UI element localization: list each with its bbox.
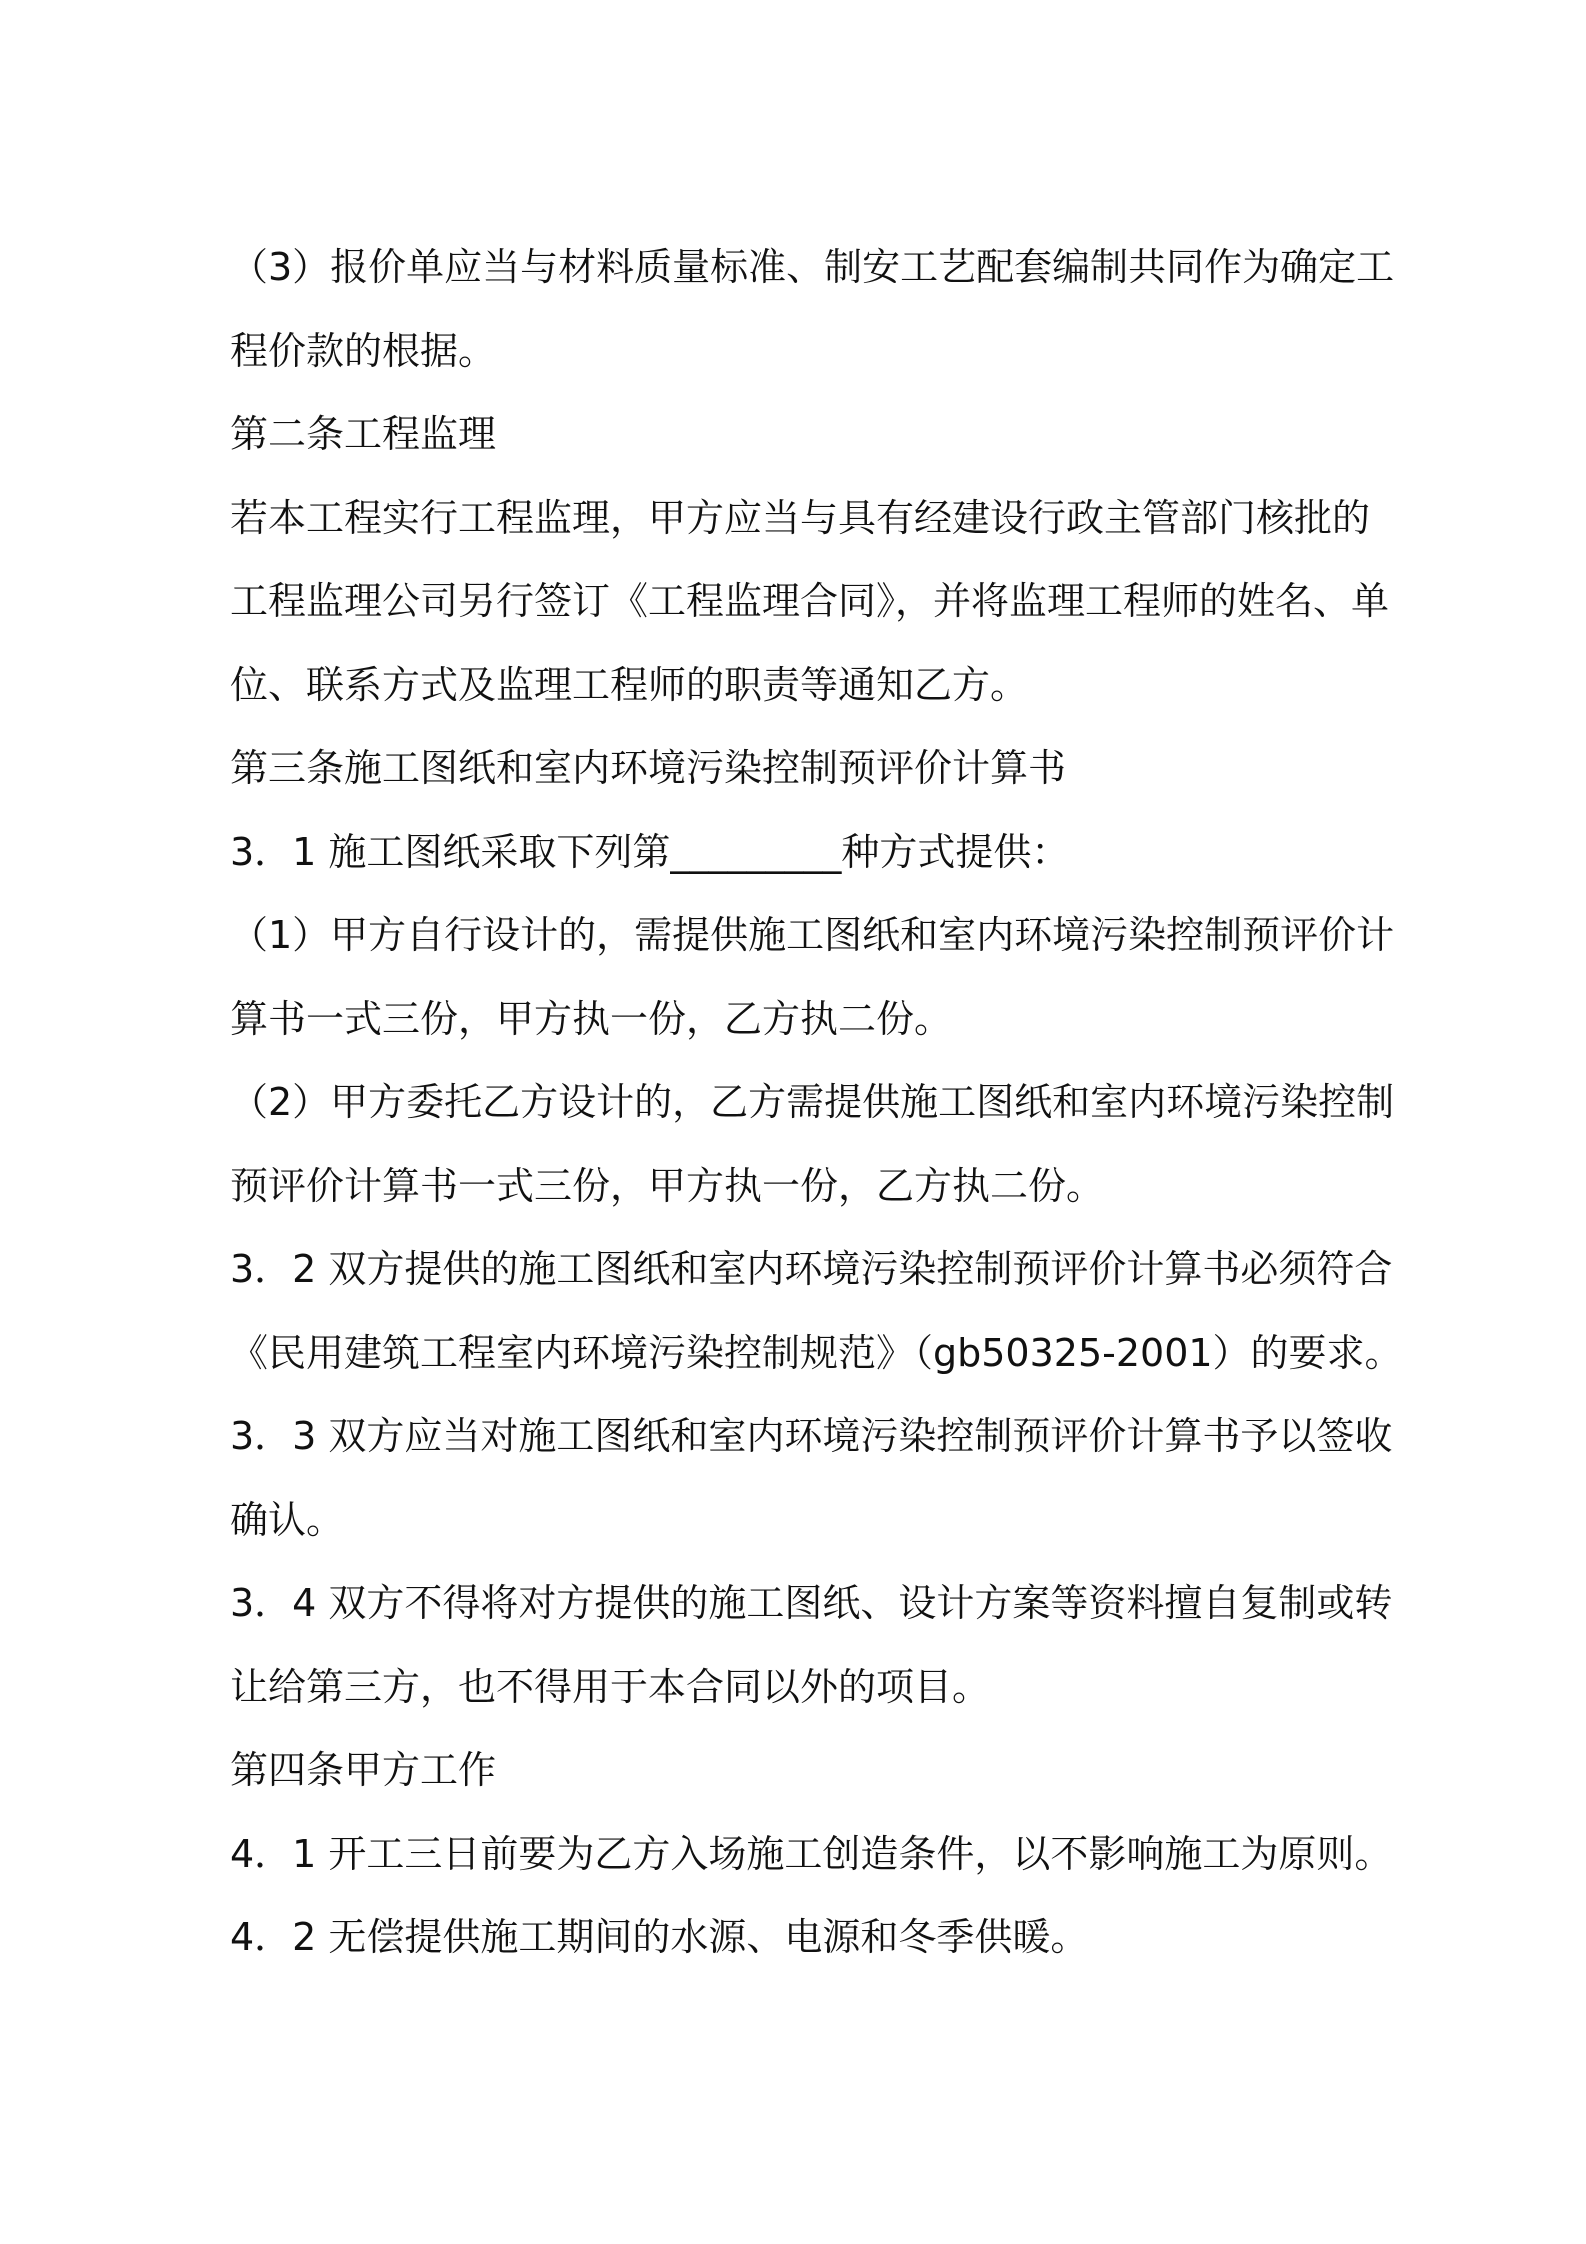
section-heading: 第三条施工图纸和室内环境污染控制预评价计算书 xyxy=(230,746,1067,790)
paragraph-line: （3）报价单应当与材料质量标准、制安工艺配套编制共同作为确定工 xyxy=(230,245,1395,289)
paragraph-line: （2）甲方委托乙方设计的，乙方需提供施工图纸和室内环境污染控制 xyxy=(230,1080,1395,1124)
clause-line: 4．1 开工三日前要为乙方入场施工创造条件，以不影响施工为原则。 xyxy=(230,1831,1393,1876)
paragraph-line: 程价款的根据。 xyxy=(230,328,497,373)
clause-line: 3．1 施工图纸采取下列第_________种方式提供： xyxy=(230,829,1070,874)
paragraph-line: 算书一式三份，甲方执一份，乙方执二份。 xyxy=(230,996,953,1041)
clause-line: 4．2 无偿提供施工期间的水源、电源和冬季供暖。 xyxy=(230,1915,1089,1959)
paragraph-line: 若本工程实行工程监理，甲方应当与具有经建设行政主管部门核批的 xyxy=(230,495,1371,540)
section-heading: 第二条工程监理 xyxy=(230,412,497,456)
paragraph-line: （1）甲方自行设计的，需提供施工图纸和室内环境污染控制预评价计 xyxy=(230,913,1395,957)
paragraph-line: 让给第三方，也不得用于本合同以外的项目。 xyxy=(230,1664,991,1709)
paragraph-line: 确认。 xyxy=(230,1497,345,1542)
document-body xyxy=(230,232,1403,1986)
clause-line: 3．4 双方不得将对方提供的施工图纸、设计方案等资料擅自复制或转 xyxy=(230,1581,1393,1625)
clause-line: 3．2 双方提供的施工图纸和室内环境污染控制预评价计算书必须符合 xyxy=(230,1247,1393,1291)
paragraph-line: 位、联系方式及监理工程师的职责等通知乙方。 xyxy=(230,662,1029,707)
section-heading: 第四条甲方工作 xyxy=(230,1748,497,1792)
paragraph-line: 《民用建筑工程室内环境污染控制规范》（gb50325-2001）的要求。 xyxy=(230,1330,1403,1375)
paragraph-line: 工程监理公司另行签订《工程监理合同》，并将监理工程师的姓名、单 xyxy=(230,579,1390,623)
clause-line: 3．3 双方应当对施工图纸和室内环境污染控制预评价计算书予以签收 xyxy=(230,1414,1393,1458)
paragraph-line: 预评价计算书一式三份，甲方执一份，乙方执二份。 xyxy=(230,1163,1105,1208)
